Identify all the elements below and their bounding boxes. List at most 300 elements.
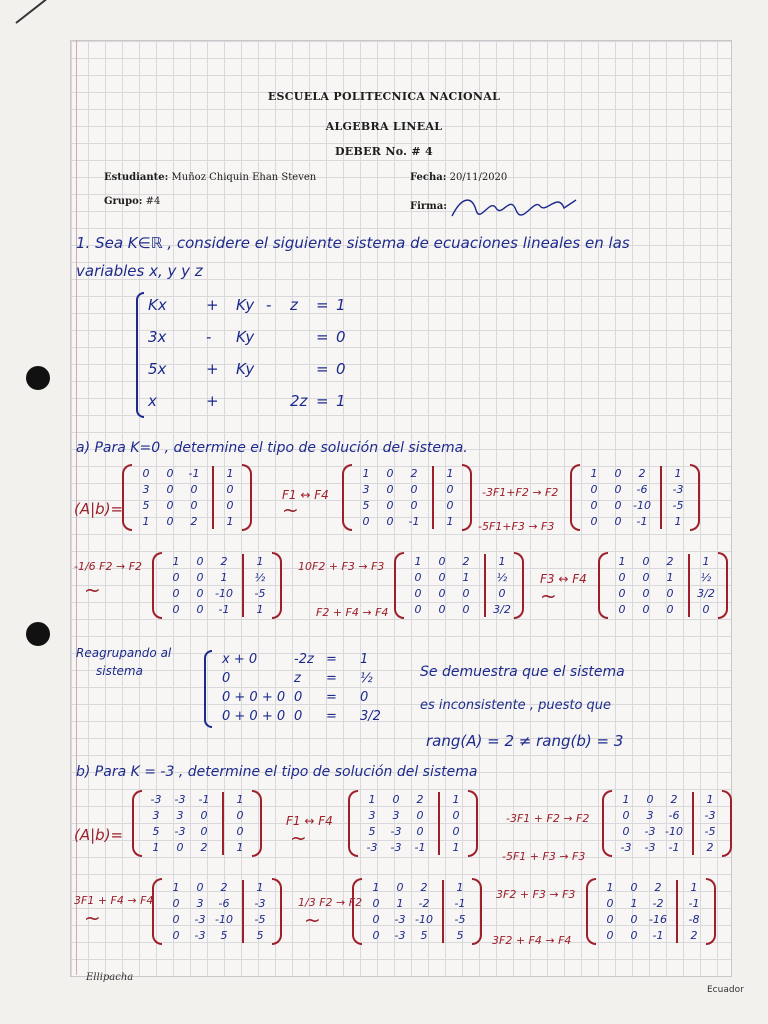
matrix-cell: 1: [236, 841, 244, 854]
matrix-cell: -3: [194, 929, 206, 942]
matrix-cell: 5: [456, 929, 464, 942]
part-b-augmented-label: (A|b)=: [74, 826, 124, 844]
augment-bar: [212, 466, 214, 529]
group-row: [104, 196, 160, 207]
equation-term: Ky: [236, 296, 255, 314]
part-a-op-3: -1/6 F2 → F2: [74, 560, 143, 573]
matrix-cell: 1: [618, 555, 626, 568]
augment-bar: [432, 466, 434, 529]
matrix-cell: 1: [590, 467, 598, 480]
matrix-cell: 1: [362, 467, 370, 480]
matrix-cell: 0: [646, 793, 654, 806]
matrix-cell: -5: [254, 913, 266, 926]
matrix-cell: 0: [190, 483, 198, 496]
binder-hole-bottom: [26, 622, 50, 646]
equation-term: 0: [336, 360, 346, 378]
regroup-term: 0 + 0 + 0: [222, 709, 286, 724]
matrix-cell: 2: [706, 841, 714, 854]
part-a-matrix-3: [570, 464, 700, 531]
matrix-cell: 5: [256, 929, 264, 942]
matrix-cell: -2: [652, 897, 664, 910]
matrix-cell: 3: [196, 897, 204, 910]
matrix-cell: 1: [622, 793, 630, 806]
matrix-cell: 2: [200, 841, 208, 854]
conclusion-line-3: rang(A) = 2 ≠ rang(b) = 3: [426, 732, 624, 750]
tilde-icon: ~: [540, 584, 557, 608]
equation-term: =: [316, 360, 329, 378]
matrix-cell: 1: [220, 571, 228, 584]
equation-term: z: [290, 296, 298, 314]
matrix-cell: 0: [190, 499, 198, 512]
regroup-term: z: [294, 671, 301, 686]
matrix-cell: 3: [152, 809, 160, 822]
matrix-left-paren: [598, 552, 608, 619]
conclusion-line-2: es inconsistente , puesto que: [420, 698, 612, 713]
matrix-cell: 1: [706, 793, 714, 806]
signature-label: Firma:: [410, 201, 447, 212]
equation-term: Ky: [236, 328, 255, 346]
problem-line-2: variables x, y y z: [76, 262, 203, 280]
binder-hole-top: [26, 366, 50, 390]
equation-term: 1: [336, 296, 346, 314]
matrix-cell: -6: [668, 809, 680, 822]
matrix-cell: 3/2: [697, 587, 715, 600]
matrix-cell: 1: [498, 555, 506, 568]
matrix-cell: 0: [666, 603, 674, 616]
matrix-cell: -3: [620, 841, 632, 854]
matrix-right-paren: [252, 790, 262, 857]
matrix-cell: -1: [218, 603, 230, 616]
matrix-cell: 2: [462, 555, 470, 568]
matrix-cell: 0: [200, 825, 208, 838]
matrix-cell: 1: [702, 555, 710, 568]
group-value: #4: [145, 196, 161, 207]
matrix-cell: 0: [446, 483, 454, 496]
regroup-term: =: [326, 690, 337, 705]
matrix-left-paren: [132, 790, 142, 857]
matrix-cell: 0: [396, 881, 404, 894]
matrix-cell: 2: [220, 881, 228, 894]
regroup-term: x + 0: [222, 652, 258, 667]
matrix-cell: 3: [392, 809, 400, 822]
part-b-op-4: 1/3 F2 → F2: [298, 896, 363, 909]
regroup-label-2: sistema: [96, 664, 143, 678]
signature-scribble: [450, 192, 580, 220]
part-a-op-1: F1 ↔ F4: [282, 488, 329, 502]
matrix-right-paren: [272, 552, 282, 619]
matrix-cell: -1: [688, 897, 700, 910]
matrix-left-paren: [152, 878, 162, 945]
matrix-cell: 0: [166, 483, 174, 496]
date-row: [410, 172, 507, 183]
matrix-cell: 5: [368, 825, 376, 838]
matrix-cell: 0: [410, 499, 418, 512]
matrix-cell: 2: [670, 793, 678, 806]
matrix-cell: 0: [172, 571, 180, 584]
augment-bar: [438, 792, 440, 855]
matrix-left-paren: [152, 552, 162, 619]
matrix-cell: -1: [198, 793, 210, 806]
equation-term: +: [206, 296, 219, 314]
matrix-left-paren: [586, 878, 596, 945]
matrix-cell: 1: [226, 467, 234, 480]
matrix-cell: -3: [390, 825, 402, 838]
equation-term: +: [206, 392, 219, 410]
equation-term: 5x: [148, 360, 167, 378]
part-a-matrix-4: [152, 552, 282, 619]
matrix-cell: 0: [414, 603, 422, 616]
matrix-cell: 0: [438, 587, 446, 600]
matrix-cell: 0: [166, 467, 174, 480]
conclusion-line-1: Se demuestra que el sistema: [420, 664, 625, 680]
matrix-cell: -3: [174, 825, 186, 838]
matrix-cell: -10: [665, 825, 683, 838]
matrix-cell: -3: [644, 825, 656, 838]
matrix-right-paren: [468, 790, 478, 857]
matrix-cell: 0: [196, 587, 204, 600]
matrix-cell: -5: [672, 499, 684, 512]
matrix-cell: 5: [220, 929, 228, 942]
part-b-op-3: 3F1 + F4 → F4: [74, 894, 154, 907]
part-a-augmented-label: (A|b)=: [74, 500, 124, 518]
part-a-op-5: F3 ↔ F4: [540, 572, 587, 586]
part-b-op-5b: 3F2 + F4 → F4: [492, 934, 572, 947]
matrix-cell: -6: [636, 483, 648, 496]
matrix-cell: 1: [446, 467, 454, 480]
equation-term: 3x: [148, 328, 167, 346]
matrix-right-paren: [706, 878, 716, 945]
matrix-cell: 0: [606, 897, 614, 910]
matrix-cell: -10: [415, 913, 433, 926]
matrix-cell: 0: [372, 929, 380, 942]
matrix-cell: 1: [452, 793, 460, 806]
tilde-icon: ~: [282, 498, 299, 522]
matrix-cell: 0: [452, 809, 460, 822]
matrix-cell: 0: [386, 467, 394, 480]
regroup-label-1: Reagrupando al: [76, 646, 172, 660]
matrix-cell: 0: [172, 929, 180, 942]
regroup-term: =: [326, 709, 337, 724]
regroup-term: 0: [360, 690, 369, 705]
matrix-cell: ½: [496, 571, 508, 584]
matrix-cell: 1: [452, 841, 460, 854]
augment-bar: [688, 554, 690, 617]
matrix-cell: 0: [622, 825, 630, 838]
matrix-cell: 0: [642, 587, 650, 600]
part-a-op-4b: F2 + F4 → F4: [316, 606, 389, 619]
matrix-cell: 1: [674, 467, 682, 480]
matrix-right-paren: [722, 790, 732, 857]
matrix-cell: 1: [172, 881, 180, 894]
matrix-cell: 0: [462, 587, 470, 600]
matrix-cell: ½: [254, 571, 266, 584]
matrix-cell: 0: [446, 499, 454, 512]
matrix-cell: -5: [254, 587, 266, 600]
equation-term: Ky: [236, 360, 255, 378]
augment-bar: [660, 466, 662, 529]
matrix-left-paren: [122, 464, 132, 531]
matrix-cell: 1: [606, 881, 614, 894]
matrix-cell: 1: [152, 841, 160, 854]
student-row: [104, 172, 316, 183]
matrix-cell: 1: [630, 897, 638, 910]
matrix-left-paren: [394, 552, 404, 619]
matrix-cell: 0: [614, 499, 622, 512]
matrix-cell: 2: [654, 881, 662, 894]
part-b-matrix-4: [152, 878, 282, 945]
matrix-cell: 2: [220, 555, 228, 568]
equation-term: -: [266, 296, 272, 314]
matrix-cell: 2: [690, 929, 698, 942]
matrix-cell: 0: [606, 929, 614, 942]
matrix-cell: 3/2: [493, 603, 511, 616]
matrix-right-paren: [242, 464, 252, 531]
matrix-cell: 0: [236, 809, 244, 822]
matrix-cell: 0: [614, 467, 622, 480]
matrix-cell: 1: [256, 603, 264, 616]
matrix-left-paren: [602, 790, 612, 857]
matrix-cell: -3: [254, 897, 266, 910]
matrix-cell: -2: [418, 897, 430, 910]
matrix-cell: 0: [414, 571, 422, 584]
matrix-cell: 0: [498, 587, 506, 600]
matrix-cell: 0: [200, 809, 208, 822]
matrix-cell: 0: [166, 515, 174, 528]
matrix-cell: 0: [590, 515, 598, 528]
matrix-cell: 3: [368, 809, 376, 822]
equation-term: =: [316, 296, 329, 314]
matrix-cell: 3: [176, 809, 184, 822]
matrix-cell: 1: [690, 881, 698, 894]
matrix-cell: 1: [456, 881, 464, 894]
matrix-cell: 0: [416, 825, 424, 838]
matrix-cell: 0: [666, 587, 674, 600]
equation-term: Kx: [148, 296, 167, 314]
matrix-cell: 3: [646, 809, 654, 822]
matrix-cell: 0: [590, 483, 598, 496]
matrix-cell: 0: [172, 913, 180, 926]
regroup-term: 3/2: [360, 709, 381, 724]
matrix-cell: 0: [438, 603, 446, 616]
matrix-cell: -3: [366, 841, 378, 854]
matrix-cell: 0: [618, 571, 626, 584]
matrix-cell: 0: [142, 467, 150, 480]
matrix-cell: 5: [420, 929, 428, 942]
matrix-cell: 1: [256, 555, 264, 568]
matrix-cell: 0: [362, 515, 370, 528]
regroup-term: -2z: [294, 652, 314, 667]
part-a-op-4a: 10F2 + F3 → F3: [298, 560, 385, 573]
part-b-op-2b: -5F1 + F3 → F3: [502, 850, 586, 863]
regroup-term: 0: [294, 690, 303, 705]
matrix-cell: 0: [606, 913, 614, 926]
matrix-cell: 0: [702, 603, 710, 616]
matrix-right-paren: [472, 878, 482, 945]
matrix-cell: 0: [372, 897, 380, 910]
matrix-cell: 0: [618, 587, 626, 600]
matrix-cell: 0: [414, 587, 422, 600]
equation-term: x: [148, 392, 157, 410]
matrix-cell: 0: [416, 809, 424, 822]
part-b-matrix-1: [132, 790, 262, 857]
matrix-cell: 0: [372, 913, 380, 926]
matrix-cell: -8: [688, 913, 700, 926]
matrix-cell: 0: [392, 793, 400, 806]
matrix-cell: 0: [630, 929, 638, 942]
part-b-title: b) Para K = -3 , determine el tipo de solución del sistema: [76, 764, 478, 780]
part-b-op-1: F1 ↔ F4: [286, 814, 333, 828]
equation-term: -: [206, 328, 212, 346]
matrix-cell: -10: [215, 587, 233, 600]
matrix-cell: 0: [386, 515, 394, 528]
course-name: ALGEBRA LINEAL: [325, 120, 443, 133]
matrix-cell: 0: [590, 499, 598, 512]
regroup-term: ½: [360, 671, 373, 686]
matrix-cell: 0: [236, 825, 244, 838]
part-b-op-5a: 3F2 + F3 → F3: [496, 888, 576, 901]
equation-term: =: [316, 392, 329, 410]
matrix-cell: 0: [622, 809, 630, 822]
matrix-cell: -1: [454, 897, 466, 910]
student-label: Estudiante:: [104, 172, 169, 183]
matrix-cell: -3: [194, 913, 206, 926]
student-name: Muñoz Chiquin Ehan Steven: [171, 172, 317, 183]
matrix-cell: 1: [372, 881, 380, 894]
matrix-cell: -3: [150, 793, 162, 806]
matrix-cell: -3: [174, 793, 186, 806]
matrix-cell: 0: [630, 881, 638, 894]
regroup-term: =: [326, 652, 337, 667]
matrix-cell: 1: [446, 515, 454, 528]
matrix-cell: 0: [452, 825, 460, 838]
equation-term: =: [316, 328, 329, 346]
matrix-right-paren: [272, 878, 282, 945]
pen-mark: [15, 0, 46, 24]
part-b-matrix-3: [602, 790, 732, 857]
part-a-matrix-1: [122, 464, 252, 531]
matrix-cell: 0: [642, 571, 650, 584]
part-a-matrix-2: [342, 464, 472, 531]
matrix-cell: -3: [644, 841, 656, 854]
matrix-cell: 5: [362, 499, 370, 512]
matrix-cell: 0: [196, 555, 204, 568]
part-a-title: a) Para K=0 , determine el tipo de solución del sistema.: [76, 440, 468, 456]
tilde-icon: ~: [84, 906, 101, 930]
equation-term: 0: [336, 328, 346, 346]
school-name: ESCUELA POLITECNICA NACIONAL: [267, 90, 501, 103]
matrix-cell: 0: [642, 555, 650, 568]
matrix-left-paren: [342, 464, 352, 531]
matrix-cell: 0: [410, 483, 418, 496]
matrix-cell: -3: [390, 841, 402, 854]
problem-line-1: 1. Sea K∈ℝ , considere el siguiente sistema de ecuaciones lineales en las: [76, 234, 630, 252]
matrix-cell: -5: [454, 913, 466, 926]
matrix-cell: -1: [188, 467, 200, 480]
matrix-cell: 0: [386, 499, 394, 512]
matrix-cell: 0: [614, 483, 622, 496]
matrix-right-paren: [718, 552, 728, 619]
matrix-cell: 0: [226, 483, 234, 496]
matrix-cell: 0: [226, 499, 234, 512]
matrix-cell: -3: [394, 929, 406, 942]
matrix-right-paren: [514, 552, 524, 619]
matrix-cell: 0: [172, 603, 180, 616]
matrix-cell: 0: [614, 515, 622, 528]
date-value: 20/11/2020: [449, 172, 508, 183]
matrix-cell: 0: [438, 571, 446, 584]
augment-bar: [442, 880, 444, 943]
part-a-matrix-5: [394, 552, 524, 619]
matrix-cell: -3: [704, 809, 716, 822]
matrix-cell: 5: [152, 825, 160, 838]
matrix-cell: 2: [190, 515, 198, 528]
matrix-cell: 2: [638, 467, 646, 480]
matrix-cell: 1: [226, 515, 234, 528]
matrix-left-paren: [348, 790, 358, 857]
footer-logo: Ecuador: [707, 985, 744, 995]
matrix-left-paren: [570, 464, 580, 531]
matrix-cell: 0: [386, 483, 394, 496]
augment-bar: [676, 880, 678, 943]
matrix-cell: 0: [462, 603, 470, 616]
equation-term: 2z: [290, 392, 308, 410]
part-b-matrix-2: [348, 790, 478, 857]
matrix-cell: 0: [630, 913, 638, 926]
matrix-cell: -5: [704, 825, 716, 838]
matrix-cell: -10: [215, 913, 233, 926]
matrix-cell: -1: [414, 841, 426, 854]
matrix-cell: 0: [196, 571, 204, 584]
matrix-cell: 0: [618, 603, 626, 616]
matrix-cell: ½: [700, 571, 712, 584]
matrix-cell: 1: [414, 555, 422, 568]
part-a-op-2a: -3F1+F2 → F2: [482, 486, 559, 499]
date-label: Fecha:: [410, 172, 447, 183]
matrix-cell: 1: [396, 897, 404, 910]
matrix-cell: 1: [256, 881, 264, 894]
matrix-cell: -6: [218, 897, 230, 910]
regroup-term: =: [326, 671, 337, 686]
matrix-cell: -10: [633, 499, 651, 512]
matrix-right-paren: [462, 464, 472, 531]
matrix-cell: -3: [394, 913, 406, 926]
tilde-icon: ~: [304, 908, 321, 932]
matrix-cell: 0: [196, 603, 204, 616]
matrix-cell: 3: [362, 483, 370, 496]
matrix-cell: -16: [649, 913, 667, 926]
matrix-cell: -3: [672, 483, 684, 496]
matrix-cell: 1: [674, 515, 682, 528]
matrix-cell: 1: [142, 515, 150, 528]
regroup-term: 0 + 0 + 0: [222, 690, 286, 705]
matrix-cell: -1: [668, 841, 680, 854]
matrix-cell: 1: [172, 555, 180, 568]
group-label: Grupo:: [104, 196, 143, 207]
matrix-cell: 0: [176, 841, 184, 854]
regroup-brace: [204, 650, 212, 728]
tilde-icon: ~: [290, 826, 307, 850]
regroup-term: 0: [222, 671, 231, 686]
regroup-term: 0: [294, 709, 303, 724]
part-a-matrix-6: [598, 552, 728, 619]
augment-bar: [242, 880, 244, 943]
part-b-op-2a: -3F1 + F2 → F2: [506, 812, 590, 825]
augment-bar: [484, 554, 486, 617]
matrix-cell: 1: [368, 793, 376, 806]
matrix-cell: 2: [420, 881, 428, 894]
matrix-cell: -1: [636, 515, 648, 528]
matrix-cell: 2: [416, 793, 424, 806]
